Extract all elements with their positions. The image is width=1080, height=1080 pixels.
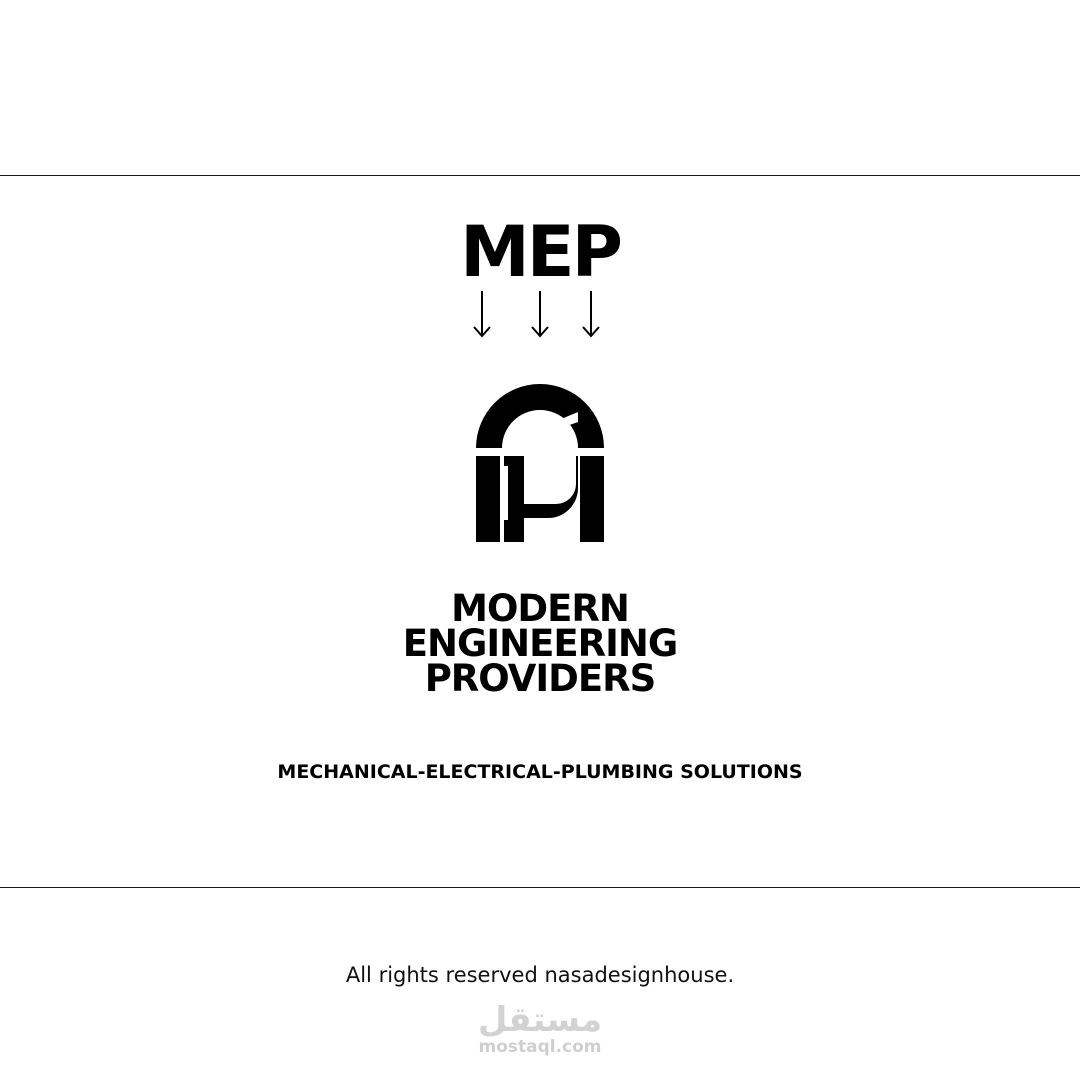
company-name-line: PROVIDERS [424, 657, 656, 700]
arrow-down-icon [472, 290, 492, 338]
brand-acronym: MEP [460, 211, 620, 293]
watermark-latin: mostaql.com [478, 1037, 602, 1057]
company-name-line: ENGINEERING [402, 622, 678, 665]
top-divider [0, 175, 1080, 176]
arrow-down-icon [581, 290, 601, 338]
company-name [0, 587, 1080, 700]
watermark-arabic: مستقل [477, 1000, 603, 1040]
tagline: MECHANICAL-ELECTRICAL-PLUMBING SOLUTIONS [277, 761, 803, 783]
arrow-down-icon [530, 290, 550, 338]
mep-monogram-logo [474, 384, 606, 544]
mostaql-watermark [465, 1002, 615, 1062]
bottom-divider [0, 887, 1080, 888]
acronym-arrows [0, 290, 1080, 340]
company-name-line: MODERN [451, 587, 629, 630]
copyright-notice: All rights reserved nasadesignhouse. [345, 963, 735, 987]
